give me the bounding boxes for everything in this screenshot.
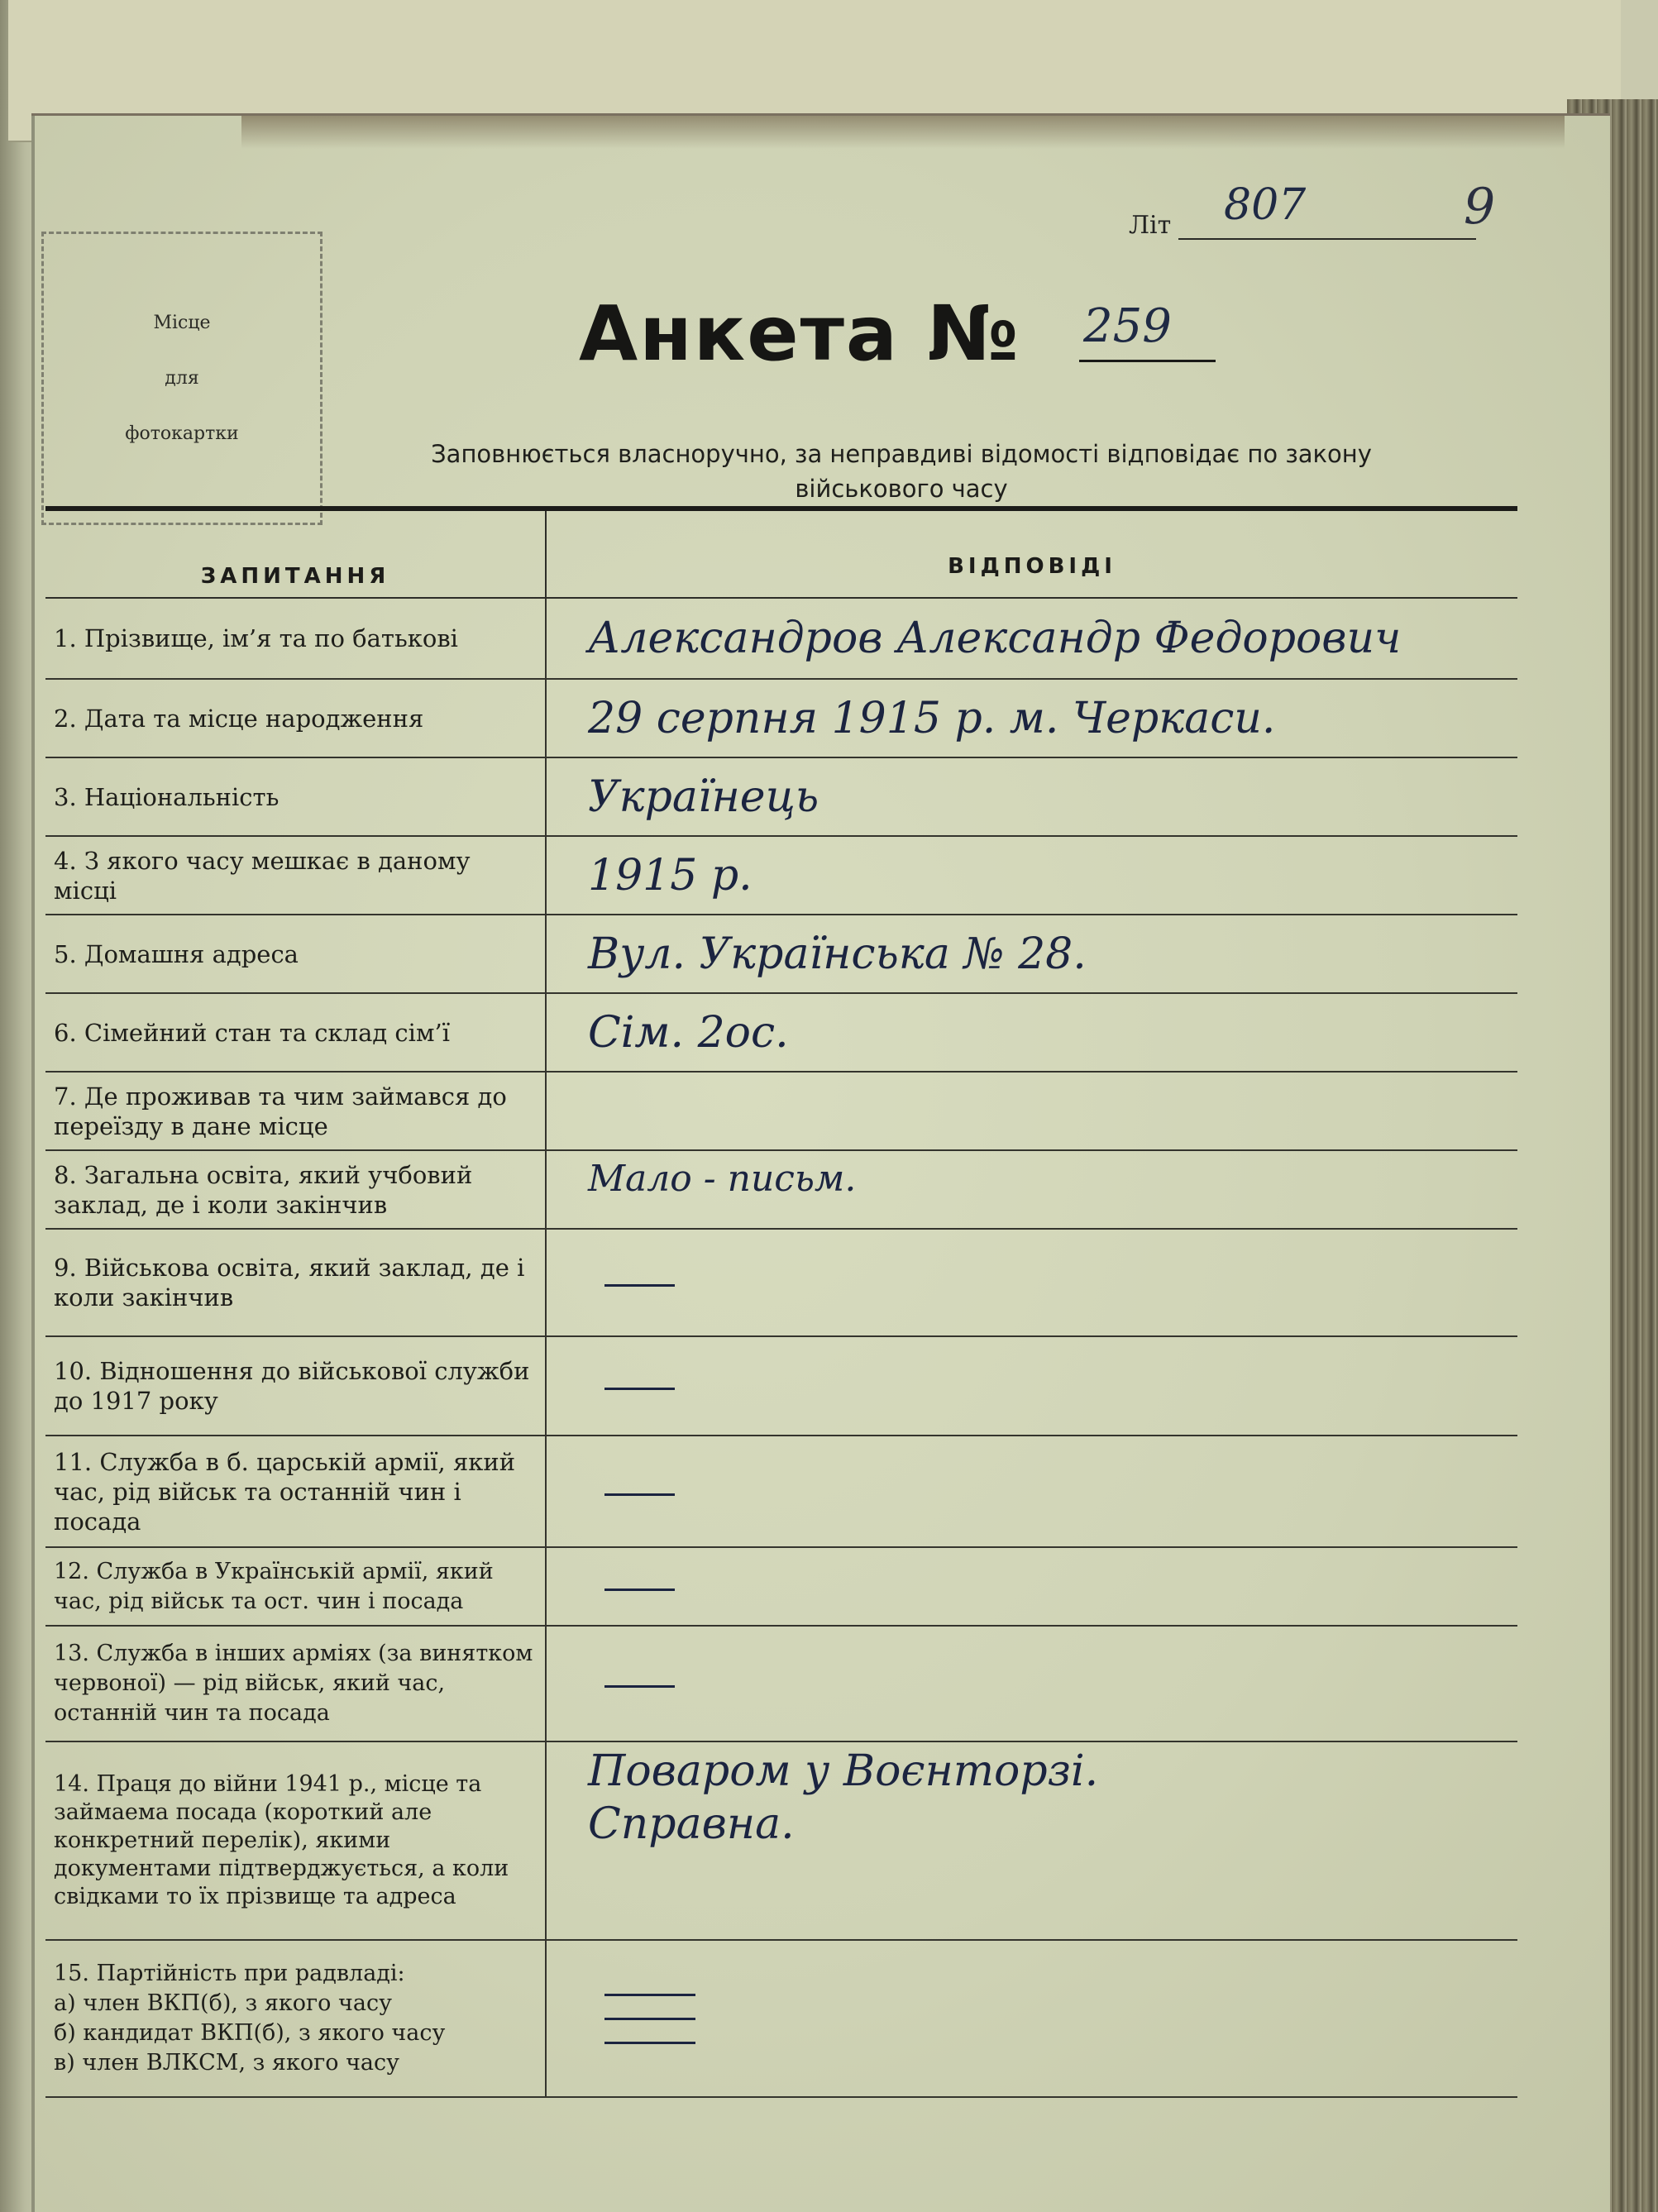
photo-label-1: Місце [153,313,211,333]
corner-number: 9 [1464,178,1496,236]
question-cell: 11. Служба в б. царській армії, який час, рід військ та останній чин і посада [45,1436,546,1547]
lit-label: Літ [1129,211,1172,240]
lit-number: 807 [1224,180,1307,230]
table-row [45,679,1517,757]
question-15-line1: 15. Партійність при радвладі: [54,1961,405,1986]
question-cell: 5. Домашня адреса [45,915,546,993]
table-row [45,1741,1517,1940]
answer-cell: Вул. Українська № 28. [546,915,1517,993]
table-row [45,915,1517,993]
answer-cell: Александров Александр Федорович [546,598,1517,679]
photo-label-3: фотокартки [125,423,239,444]
form-number-underline [1079,360,1216,362]
lit-underline [1178,238,1476,240]
dash-mark [604,1388,675,1390]
question-15-line3: б) кандидат ВКП(б), з якого часу [54,2020,446,2046]
table-row [45,1229,1517,1336]
table-row [45,598,1517,679]
question-cell: 6. Сімейний стан та склад сім’ї [45,993,546,1072]
answer-cell: 1915 р. [546,836,1517,915]
answer-cell [546,1336,1517,1436]
question-cell: 4. З якого часу мешкає в даному місці [45,836,546,915]
question-cell: 2. Дата та місце народження [45,679,546,757]
page-stain [241,116,1565,149]
answer-cell [546,1072,1517,1150]
table-row [45,1336,1517,1436]
table-row [45,836,1517,915]
table-row [45,1940,1517,2097]
question-cell: 14. Праця до війни 1941 р., місце та займаема посада (короткий але конкретний перелік), якими документами підтверджується, а коли свідками то їх прізвище та адреса [45,1741,546,1940]
form-table-container [45,506,1517,2098]
questions-header: ЗАПИТАННЯ [45,509,546,598]
dash-mark [604,1589,675,1591]
dash-mark [604,2018,695,2020]
question-cell: 9. Військова освіта, який заклад, де і коли закінчив [45,1229,546,1336]
question-cell: 7. Де проживав та чим займався до переїзду в дане місце [45,1072,546,1150]
table-row [45,1547,1517,1626]
form-number: 259 [1083,299,1172,353]
answer-14-line1: Поваром у Воєнторзі. [588,1746,1099,1796]
dash-mark [604,2042,695,2044]
table-row [45,757,1517,836]
answer-cell: Українець [546,757,1517,836]
table-row [45,1436,1517,1547]
question-cell [45,1940,546,2097]
question-cell: 12. Служба в Українській армії, який час, рід військ та ост. чин і посада [45,1547,546,1626]
answer-cell [546,1741,1517,1940]
dash-mark [604,1284,675,1287]
answer-cell [546,1626,1517,1741]
answer-cell: Сім. 2ос. [546,993,1517,1072]
answer-cell [546,1229,1517,1336]
answer-cell: Мало - письм. [546,1150,1517,1229]
question-cell: 13. Служба в інших арміях (за винятком червоної) — рід військ, який час, останній чин та посада [45,1626,546,1741]
table-row [45,1626,1517,1741]
answer-cell [546,1436,1517,1547]
question-15-line4: в) член ВЛКСМ, з якого часу [54,2050,400,2076]
question-cell: 10. Відношення до військової служби до 1917 року [45,1336,546,1436]
photo-label-2: для [165,368,199,389]
answer-cell [546,1547,1517,1626]
question-cell: 1. Прізвище, ім’я та по батькові [45,598,546,679]
answers-header: ВІДПОВІДІ [546,509,1517,598]
table-header-row [45,509,1517,598]
table-row [45,1072,1517,1150]
photo-placeholder [41,232,323,525]
form-subtitle: Заповнюється власноручно, за неправдиві відомості відповідає по закону військового часу [431,440,1372,503]
dash-stack [604,1994,1509,2044]
table-row [45,1150,1517,1229]
question-cell: 8. Загальна освіта, який учбовий заклад, де і коли закінчив [45,1150,546,1229]
table-row [45,993,1517,1072]
form-table [45,506,1517,2098]
dash-mark [604,1994,695,1996]
dash-mark [604,1685,675,1688]
answer-cell: 29 серпня 1915 р. м. Черкаси. [546,679,1517,757]
form-title: Анкета № [579,289,1020,378]
dash-mark [604,1493,675,1496]
answer-14-block [588,1742,1509,1848]
answer-14-line2: Справна. [588,1799,795,1849]
answer-cell [546,1940,1517,2097]
question-cell: 3. Національність [45,757,546,836]
question-15-line2: а) член ВКП(б), з якого часу [54,1990,392,2016]
